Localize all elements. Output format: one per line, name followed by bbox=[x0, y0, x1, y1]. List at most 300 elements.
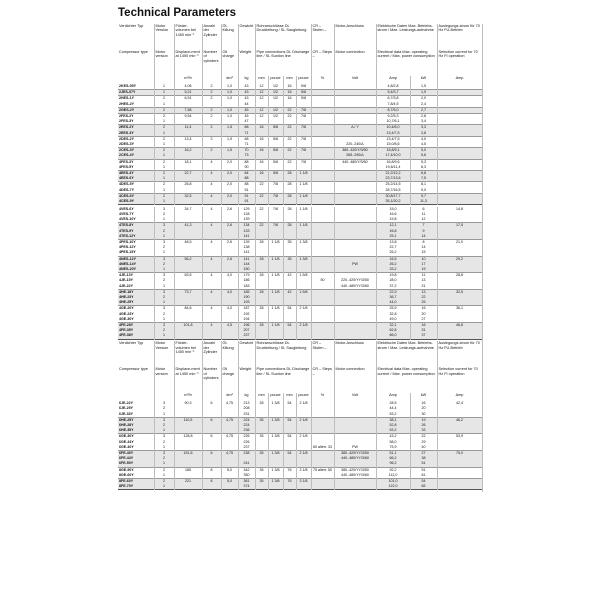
table-cell: 15 bbox=[410, 250, 437, 256]
table-cell: 27 bbox=[410, 450, 437, 456]
table-cell: 28,7/16,5 bbox=[376, 188, 410, 194]
header-unit: kW bbox=[410, 76, 437, 84]
table-cell: 35 bbox=[283, 239, 296, 245]
table-cell: Δ / Y bbox=[334, 125, 376, 131]
table-cell: 2 bbox=[202, 107, 221, 113]
table-cell: 25,2 bbox=[437, 256, 482, 262]
header-unit: kg bbox=[238, 76, 255, 84]
table-cell: 2,0 bbox=[221, 182, 238, 188]
table-cell: 2 1/8 bbox=[296, 323, 311, 329]
table-cell: 68 bbox=[238, 125, 255, 131]
table-cell: 21,0 bbox=[437, 239, 482, 245]
table-cell: 4,8/2,8 bbox=[376, 84, 410, 90]
table-cell: 361 bbox=[238, 478, 255, 484]
table-cell: 1 3/8 bbox=[268, 434, 283, 440]
table-cell: 238 bbox=[238, 450, 255, 456]
table-cell: 2 bbox=[154, 262, 174, 267]
table-cell: 2 bbox=[154, 182, 174, 188]
table-cell: 2 bbox=[202, 125, 221, 131]
table-cell: 2,6 bbox=[221, 256, 238, 262]
table-cell: 1 bbox=[154, 284, 174, 290]
table-cell: 2,8 bbox=[410, 114, 437, 120]
table-cell: 2,0 bbox=[221, 193, 238, 199]
header-unit: Amp bbox=[376, 393, 410, 401]
table-cell: 1,5 bbox=[221, 148, 238, 154]
table-cell: 32,1 bbox=[376, 323, 410, 329]
compressor-type-cell: 4HE-25Y bbox=[118, 300, 154, 306]
table-cell: 9 bbox=[410, 229, 437, 234]
header-label-en: CR – Steps – bbox=[311, 50, 334, 76]
table-cell: 2,4 bbox=[410, 102, 437, 108]
table-cell: 43,2 bbox=[376, 434, 410, 440]
compressor-type-cell: 2DES-2Y bbox=[118, 136, 154, 142]
table-cell: 6,8 bbox=[410, 171, 437, 177]
table-cell: 129 bbox=[238, 207, 255, 212]
table-cell: 138 bbox=[238, 245, 255, 250]
table-cell: 1 bbox=[154, 90, 174, 96]
table-cell: 26 bbox=[410, 423, 437, 428]
compressor-type-cell: 4CES-9Y bbox=[118, 199, 154, 205]
table-cell: 4,5 bbox=[221, 323, 238, 329]
table-cell: 22 bbox=[283, 148, 296, 154]
table-cell: 16 bbox=[410, 323, 437, 329]
compressor-type-cell: 6FE-50Y bbox=[118, 461, 154, 467]
header-label-de: Motor-Anschluss bbox=[334, 24, 376, 50]
compressor-type-cell: 8FE-70Y bbox=[118, 484, 154, 490]
table-cell: 52,8 bbox=[376, 423, 410, 428]
table-cell: 17,5 bbox=[437, 223, 482, 229]
table-cell: 1 bbox=[154, 102, 174, 108]
table-cell: 1/2 bbox=[268, 114, 283, 120]
table-cell: 5/8 bbox=[268, 148, 283, 154]
table-cell: 30,8/17,7 bbox=[376, 193, 410, 199]
table-cell: 75,0 bbox=[437, 450, 482, 456]
table-cell: 139 bbox=[238, 217, 255, 223]
compressor-type-cell: 6JE-33Y bbox=[118, 412, 154, 418]
header-label-en: Selection current for 70 Hz FI operation bbox=[437, 50, 482, 76]
header-label-de: Auslegungs-strom für 70 Hz FU-Betrieb bbox=[437, 24, 482, 50]
table-cell: 22 bbox=[283, 107, 296, 113]
table-cell: 2 bbox=[154, 245, 174, 250]
table-cell: 13,4/7,5 bbox=[376, 131, 410, 137]
table-cell: 13,4/7,5 bbox=[376, 136, 410, 142]
table-cell: 44,4 bbox=[376, 406, 410, 411]
table-cell: 220..420/YY/3/50 bbox=[334, 278, 376, 283]
table-cell: 226 bbox=[238, 434, 255, 440]
header-unit: % bbox=[311, 76, 334, 84]
table-cell: 5,6 bbox=[410, 153, 437, 159]
table-cell: 3 bbox=[154, 323, 174, 329]
compressor-type-cell: 2CES-3Y bbox=[118, 148, 154, 154]
table-cell: 37,2 bbox=[376, 284, 410, 290]
compressor-type-cell: 8GE-60Y bbox=[118, 473, 154, 479]
table-cell: 17,4/10,0 bbox=[376, 153, 410, 159]
table-cell: 28 bbox=[283, 171, 296, 177]
table-cell: 4,0 bbox=[410, 136, 437, 142]
table-cell: 5,0 bbox=[221, 467, 238, 473]
table-cell: 43 bbox=[238, 96, 255, 102]
table-cell: 6,7/3,8 bbox=[376, 96, 410, 102]
table-header-bottom bbox=[118, 341, 482, 401]
table-cell: 26,2 bbox=[376, 250, 410, 256]
table-cell: 88 bbox=[238, 159, 255, 165]
table-cell: 2,6 bbox=[221, 207, 238, 212]
table-cell: 5/8 bbox=[268, 171, 283, 177]
table-cell: 192 bbox=[238, 312, 255, 317]
table-cell: 4,0 bbox=[221, 273, 238, 279]
table-cell: 96,2 bbox=[376, 461, 410, 467]
table-cell: 213 bbox=[238, 401, 255, 406]
header-label-en: Pipe connections DL Discharge line / SL Suction line bbox=[255, 367, 311, 393]
header-unit: kW bbox=[410, 393, 437, 401]
header-label-de: Öl-füllung bbox=[221, 341, 238, 367]
compressor-type-cell: 4FE-28Y bbox=[118, 323, 154, 329]
compressor-type-cell: 4VES-10Y bbox=[118, 217, 154, 223]
table-cell: 35 bbox=[255, 450, 268, 456]
compressor-type-cell: 8GE-50Y bbox=[118, 467, 154, 473]
table-cell: 194 bbox=[238, 317, 255, 323]
compressor-type-cell: 4GE-23Y bbox=[118, 312, 154, 317]
table-cell: 60 alterr. 33 bbox=[311, 445, 334, 451]
table-cell: 22 bbox=[255, 182, 268, 188]
table-cell: 33 bbox=[410, 428, 437, 434]
table-cell: 1 3/8 bbox=[268, 478, 283, 484]
compressor-type-cell: 2DES-3Y bbox=[118, 142, 154, 148]
table-cell: 1 1/8 bbox=[296, 182, 311, 188]
header-label-de: Förder-volumen bei 1450 min⁻¹ bbox=[174, 24, 202, 50]
table-cell: 3 bbox=[154, 417, 174, 423]
table-cell: 187 bbox=[238, 306, 255, 312]
table-cell: 3 bbox=[154, 434, 174, 440]
table-cell: 4,06 bbox=[174, 84, 202, 90]
table-cell: 5/8 bbox=[268, 136, 283, 142]
compressor-type-cell: 2FES-3Y bbox=[118, 119, 154, 125]
table-cell: 75 alterr. 50 bbox=[311, 467, 334, 473]
table-cell: 185 bbox=[174, 467, 202, 473]
table-cell: 22 bbox=[255, 207, 268, 212]
table-cell: 2,0 bbox=[221, 159, 238, 165]
table-cell: 1 1/8 bbox=[268, 273, 283, 279]
table-cell: 7 bbox=[410, 223, 437, 229]
header-label-en: Number of cylinders bbox=[202, 50, 221, 76]
table-cell: PW bbox=[334, 262, 376, 267]
table-cell: 2 bbox=[154, 107, 174, 113]
header-unit bbox=[202, 393, 221, 401]
compressor-type-cell: 4TES-12Y bbox=[118, 234, 154, 240]
table-cell: 133 bbox=[238, 229, 255, 234]
table-cell: 35 bbox=[255, 434, 268, 440]
table-cell: 16 bbox=[255, 125, 268, 131]
table-cell: 12 bbox=[255, 84, 268, 90]
compressor-type-cell: 4HE-23Y bbox=[118, 295, 154, 300]
table-cell: 20 bbox=[410, 406, 437, 411]
header-label-de: Gewicht bbox=[238, 24, 255, 50]
compressor-type-cell: 6HE-25Y bbox=[118, 417, 154, 423]
table-cell: 51 bbox=[410, 461, 437, 467]
table-cell: 42 bbox=[283, 289, 296, 295]
table-cell: 5,0 bbox=[221, 478, 238, 484]
table-cell: 183 bbox=[238, 284, 255, 290]
table-cell: 1 3/8 bbox=[296, 256, 311, 262]
table-cell: 7/8 bbox=[268, 193, 283, 199]
table-cell: 207 bbox=[238, 328, 255, 333]
table-cell: 2 bbox=[154, 295, 174, 300]
header-label-de: Anzahl der Zylinder bbox=[202, 24, 221, 50]
table-cell: 32,5 bbox=[174, 193, 202, 199]
table-cell: 4 bbox=[202, 256, 221, 262]
table-cell: 440..480/YY/3/60 bbox=[334, 284, 376, 290]
header-label-en: Pipe connections DL Discharge line / SL Suction line bbox=[255, 50, 311, 76]
table-cell: 43 bbox=[238, 84, 255, 90]
header-label-de: Motor Version bbox=[154, 341, 174, 367]
table-cell: 15,8/9,1 bbox=[376, 148, 410, 154]
table-cell: 73,7 bbox=[174, 289, 202, 295]
table-cell: 440..480/YY/3/60 bbox=[334, 456, 376, 461]
table-cell: 3 bbox=[154, 450, 174, 456]
table-cell: 128 bbox=[238, 212, 255, 217]
table-cell: 17 bbox=[410, 262, 437, 267]
table-cell: 4,75 bbox=[221, 450, 238, 456]
table-cell: 38,1 bbox=[376, 417, 410, 423]
table-cell: 51,1 bbox=[376, 450, 410, 456]
table-cell: 9,54 bbox=[174, 114, 202, 120]
table-cell: 16 bbox=[255, 171, 268, 177]
table-cell: 3,4 bbox=[410, 119, 437, 125]
table-cell: 47 bbox=[238, 119, 255, 125]
header-unit: mm bbox=[255, 76, 268, 84]
table-cell: 25,9 bbox=[376, 306, 410, 312]
table-cell: 11 bbox=[410, 273, 437, 279]
table-cell: 4 bbox=[202, 289, 221, 295]
table-cell: 54 bbox=[283, 417, 296, 423]
table-cell: 16 bbox=[283, 84, 296, 90]
header-label-de: Motor-Anschluss bbox=[334, 341, 376, 367]
header-label-en: Compressor type bbox=[118, 367, 154, 393]
table-cell: 2 bbox=[154, 136, 174, 142]
table-cell: 1 bbox=[154, 153, 174, 159]
table-cell: 1 bbox=[154, 234, 174, 240]
header-unit: m³/h bbox=[174, 393, 202, 401]
table-cell: 12 bbox=[410, 217, 437, 223]
table-cell: 28 bbox=[255, 256, 268, 262]
table-cell: 43 bbox=[238, 90, 255, 96]
table-cell: 22 bbox=[283, 125, 296, 131]
table-cell: 44,0 bbox=[376, 300, 410, 306]
table-cell: 2 1/8 bbox=[296, 450, 311, 456]
table-cell: 16,6 bbox=[376, 212, 410, 217]
table-cell: 1,5 bbox=[410, 84, 437, 90]
table-cell: 45 bbox=[238, 107, 255, 113]
table-cell: 190 bbox=[238, 295, 255, 300]
table-cell: 92,2 bbox=[376, 467, 410, 473]
table-cell: 1 1/8 bbox=[296, 223, 311, 229]
header-label-en: Weight bbox=[238, 367, 255, 393]
header-label-de: CR – Stufen – bbox=[311, 341, 334, 367]
table-cell: 3 bbox=[154, 207, 174, 212]
table-cell: 19 bbox=[410, 417, 437, 423]
table-cell: 15,0 bbox=[376, 207, 410, 212]
table-cell: 380..420/Y/3/50 bbox=[334, 148, 376, 154]
table-cell: 28 bbox=[255, 273, 268, 279]
table-cell: 3 bbox=[154, 306, 174, 312]
table-cell: 1 bbox=[154, 217, 174, 223]
table-cell: 236 bbox=[238, 428, 255, 434]
table-cell: 28 bbox=[255, 306, 268, 312]
header-unit: m³/h bbox=[174, 76, 202, 84]
table-cell: 440..480/YY/3/60 bbox=[334, 473, 376, 479]
table-cell: 141 bbox=[238, 250, 255, 256]
table-cell: 62,8 bbox=[376, 328, 410, 333]
header-label-de: Anzahl der Zylinder bbox=[202, 341, 221, 367]
table-cell: 25,2/14,5 bbox=[376, 182, 410, 188]
table-cell: 53,9 bbox=[437, 434, 482, 440]
table-cell: 1 5/8 bbox=[296, 273, 311, 279]
header-label-de: Auslegungs-strom für 70 Hz FU-Betrieb bbox=[437, 341, 482, 367]
table-cell: 2 bbox=[154, 278, 174, 283]
header-label-en: Selection current for 70 Hz FI operation bbox=[437, 367, 482, 393]
header-unit: kg bbox=[238, 393, 255, 401]
table-cell: 1 3/8 bbox=[268, 417, 283, 423]
table-cell: 68 bbox=[238, 136, 255, 142]
table-cell: 265..290/Δ bbox=[334, 153, 376, 159]
table-cell: 5,4/3,7 bbox=[376, 90, 410, 96]
table-cell: 3,8 bbox=[410, 131, 437, 137]
table-cell: 112,0 bbox=[376, 473, 410, 479]
table-cell: 196 bbox=[238, 323, 255, 329]
table-cell: 22,7 bbox=[376, 245, 410, 250]
table-cell: 1 bbox=[154, 267, 174, 273]
table-cell: 22 bbox=[283, 114, 296, 120]
header-label-de: CR – Stufen – bbox=[311, 24, 334, 50]
section-4-cylinder-large bbox=[118, 207, 482, 341]
table-cell: 16,8 bbox=[376, 229, 410, 234]
table-cell: 70 bbox=[238, 148, 255, 154]
table-cell: 61 bbox=[410, 473, 437, 479]
table-cell: 35 bbox=[255, 478, 268, 484]
compressor-type-cell: 4CES-6Y bbox=[118, 193, 154, 199]
compressor-type-cell: 6HE-28Y bbox=[118, 423, 154, 428]
compressor-type-cell: 4EES-4Y bbox=[118, 171, 154, 177]
table-cell: 1 1/8 bbox=[296, 171, 311, 177]
table-cell: 73 bbox=[238, 153, 255, 159]
compressor-type-cell: 6GE-40Y bbox=[118, 445, 154, 451]
table-cell: 5,0 bbox=[410, 148, 437, 154]
table-cell: 13 bbox=[410, 278, 437, 283]
table-cell: 22 bbox=[410, 434, 437, 440]
header-label-en: Weight bbox=[238, 50, 255, 76]
table-cell: 14,8 bbox=[437, 207, 482, 212]
table-cell: 14 bbox=[410, 245, 437, 250]
table-cell: 1 bbox=[154, 188, 174, 194]
table-cell: 23,7/13,6 bbox=[376, 176, 410, 182]
table-cell: 16,5 bbox=[376, 256, 410, 262]
table-cell: 3 bbox=[154, 223, 174, 229]
table-cell: 16 bbox=[410, 306, 437, 312]
table-cell: 5/8 bbox=[268, 125, 283, 131]
table-cell: 7/8 bbox=[296, 159, 311, 165]
table-cell: 208 bbox=[238, 406, 255, 411]
table-cell: 15,0/8,6 bbox=[376, 142, 410, 148]
compressor-type-cell: 4PES-10Y bbox=[118, 239, 154, 245]
table-cell: 2 bbox=[154, 212, 174, 217]
table-cell: 28 bbox=[283, 182, 296, 188]
table-cell: 12,1 bbox=[376, 223, 410, 229]
table-cell: 4 bbox=[202, 273, 221, 279]
table-cell: 2 bbox=[202, 84, 221, 90]
table-cell: 3 1/8 bbox=[296, 478, 311, 484]
table-cell: 1,0 bbox=[221, 114, 238, 120]
table-cell: 22 bbox=[283, 136, 296, 142]
compressor-type-cell: 4VES-7Y bbox=[118, 212, 154, 217]
table-cell: 2 bbox=[154, 96, 174, 102]
table-cell: 3 bbox=[154, 401, 174, 406]
table-cell: 2 bbox=[154, 114, 174, 120]
table-cell: 32,8 bbox=[376, 312, 410, 317]
table-cell: 7/8 bbox=[296, 136, 311, 142]
table-cell: 13 bbox=[410, 289, 437, 295]
table-cell: 1 bbox=[154, 484, 174, 490]
table-cell: 4 bbox=[202, 193, 221, 199]
table-cell: 2,0 bbox=[410, 96, 437, 102]
table-cell: 53,2 bbox=[376, 412, 410, 418]
table-cell: 1 bbox=[154, 131, 174, 137]
table-cell: 71 bbox=[238, 131, 255, 137]
compressor-type-cell: 4TES-9Y bbox=[118, 229, 154, 234]
table-cell: 3 bbox=[154, 289, 174, 295]
parameters-table-wrapper bbox=[118, 24, 482, 492]
table-cell: 7,5 bbox=[410, 176, 437, 182]
table-cell: 1 1/8 bbox=[268, 289, 283, 295]
table-cell: 7/8 bbox=[296, 148, 311, 154]
table-cell: 6,3 bbox=[410, 165, 437, 171]
table-cell: 342 bbox=[238, 467, 255, 473]
table-cell: 35 bbox=[283, 256, 296, 262]
table-cell: 19,8 bbox=[376, 273, 410, 279]
header-unit: mm bbox=[255, 393, 268, 401]
table-cell: 1 bbox=[154, 142, 174, 148]
compressor-type-cell: 4JE-15Y bbox=[118, 278, 154, 283]
table-cell: 122,0 bbox=[376, 484, 410, 490]
table-cell: 2 bbox=[154, 406, 174, 411]
table-cell: 22 bbox=[410, 295, 437, 300]
table-cell: 2 bbox=[202, 90, 221, 96]
header-unit: pouce bbox=[296, 76, 311, 84]
table-cell: 18,1 bbox=[174, 159, 202, 165]
table-cell: 1,0 bbox=[221, 90, 238, 96]
table-cell: 12 bbox=[255, 107, 268, 113]
table-cell: 90,3 bbox=[174, 401, 202, 406]
table-cell: 26,2 bbox=[376, 262, 410, 267]
table-cell: 19,8/11,4 bbox=[376, 165, 410, 171]
table-cell: 11,3 bbox=[410, 199, 437, 205]
table-cell: 237 bbox=[238, 333, 255, 339]
section-6-8-cylinder bbox=[118, 401, 482, 492]
table-cell: 1,0 bbox=[221, 96, 238, 102]
table-cell: 35 bbox=[255, 417, 268, 423]
header-unit: pouce bbox=[268, 76, 283, 84]
table-cell: 440..480/Y/3/60 bbox=[334, 159, 376, 165]
header-unit bbox=[118, 76, 154, 84]
table-cell: 5/8 bbox=[296, 84, 311, 90]
header-label-de: Rohranschlüsse DL Druckleitung / SL Saugleitung bbox=[255, 24, 311, 50]
compressor-type-cell: 4GE-30Y bbox=[118, 317, 154, 323]
header-unit: Volt bbox=[334, 76, 376, 84]
table-cell: 7/8 bbox=[268, 223, 283, 229]
table-cell: 71 bbox=[238, 142, 255, 148]
header-label-de: Motor Version bbox=[154, 24, 174, 50]
table-cell: 16 bbox=[255, 136, 268, 142]
table-cell: 19,8 bbox=[376, 217, 410, 223]
